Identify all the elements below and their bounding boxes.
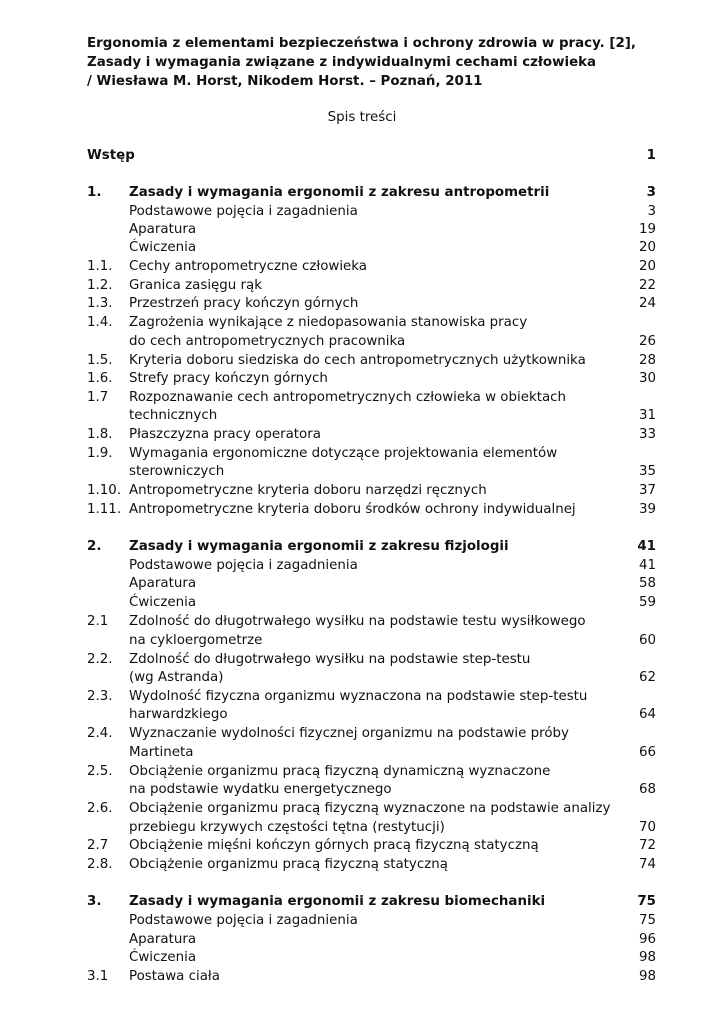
toc-entry-title: do cech antropometrycznych pracownika — [129, 334, 406, 349]
toc-entry — [0, 855, 724, 874]
toc-entry — [0, 967, 724, 986]
toc-entry-number: 1.4. — [87, 315, 113, 330]
toc-entry-page: 39 — [638, 502, 656, 517]
toc-entry — [0, 462, 724, 481]
toc-entry-number: 2.8. — [87, 857, 113, 872]
toc-entry-title: technicznych — [129, 408, 218, 423]
toc-entry-page: 60 — [638, 633, 656, 648]
header-line-2: Zasady i wymagania związane z indywidualnymi cechami człowieka — [87, 55, 597, 70]
toc-entry-number: 1.5. — [87, 353, 113, 368]
header-line-1: Ergonomia z elementami bezpieczeństwa i ochrony zdrowia w pracy. [2], — [87, 36, 637, 51]
toc-entry-title: przebiegu krzywych częstości tętna (restytucji) — [129, 820, 445, 835]
toc-entry-title: Martineta — [129, 745, 194, 760]
toc-entry — [0, 705, 724, 724]
toc-entry-title: na cykloergometrze — [129, 633, 263, 648]
toc-entry-title: Obciążenie organizmu pracą fizyczną statyczną — [129, 857, 448, 872]
toc-entry-number: 2.3. — [87, 689, 113, 704]
toc-entry — [0, 238, 724, 257]
toc-entry-title: Podstawowe pojęcia i zagadnienia — [129, 913, 358, 928]
toc-entry — [0, 276, 724, 295]
toc-entry-number: 2.1 — [87, 614, 109, 629]
toc-entry-page: 20 — [638, 259, 656, 274]
toc-entry-number: 2.7 — [87, 838, 109, 853]
toc-entry-number: 1.10. — [87, 483, 122, 498]
toc-entry-page: 75 — [637, 894, 656, 909]
toc-entry — [0, 425, 724, 444]
toc-entry — [0, 593, 724, 612]
toc-entry-page: 20 — [638, 240, 656, 255]
toc-entry — [0, 836, 724, 855]
toc-entry-title: na podstawie wydatku energetycznego — [129, 782, 392, 797]
toc-entry-page: 37 — [638, 483, 656, 498]
toc-entry — [0, 537, 724, 556]
toc-entry-page: 74 — [638, 857, 656, 872]
toc-entry-title: Aparatura — [129, 222, 197, 237]
toc-entry-title: Zasady i wymagania ergonomii z zakresu fizjologii — [129, 539, 509, 554]
toc-entry-page: 70 — [638, 820, 656, 835]
toc-entry-number: 2.6. — [87, 801, 113, 816]
toc-entry — [0, 332, 724, 351]
toc-entry-title: sterowniczych — [129, 464, 225, 479]
toc-entry-number: 2. — [87, 539, 102, 554]
toc-entry-title: Ćwiczenia — [129, 240, 197, 255]
toc-entry-title: harwardzkiego — [129, 707, 228, 722]
toc-entry-page: 22 — [638, 278, 656, 293]
toc-entry — [0, 146, 724, 165]
toc-entry-page: 3 — [647, 204, 656, 219]
toc-entry-title: Wyznaczanie wydolności fizycznej organizmu na podstawie próby — [129, 726, 569, 741]
toc-entry-page: 3 — [646, 185, 656, 200]
toc-entry-number: 1.9. — [87, 446, 113, 461]
toc-entry — [0, 948, 724, 967]
toc-entry — [0, 294, 724, 313]
toc-entry — [0, 911, 724, 930]
toc-entry-number: 1.1. — [87, 259, 113, 274]
toc-entry-title: Zasady i wymagania ergonomii z zakresu antropometrii — [129, 185, 550, 200]
header-line-3: / Wiesława M. Horst, Nikodem Horst. – Poznań, 2011 — [87, 74, 483, 89]
toc-entry-page: 96 — [638, 932, 656, 947]
toc-entry-title: Zdolność do długotrwałego wysiłku na podstawie step-testu — [129, 652, 531, 667]
toc-entry — [0, 444, 724, 463]
toc-entry — [0, 351, 724, 370]
toc-entry-title: (wg Astranda) — [129, 670, 224, 685]
toc-entry-title: Aparatura — [129, 576, 197, 591]
toc-entry — [0, 183, 724, 202]
toc-entry-title: Płaszczyzna pracy operatora — [129, 427, 321, 442]
toc-entry-number: 1.11. — [87, 502, 122, 517]
toc-entry-title: Obciążenie organizmu pracą fizyczną wyznaczone na podstawie analizy — [129, 801, 611, 816]
toc-entry-page: 59 — [638, 595, 656, 610]
toc-entry-title: Podstawowe pojęcia i zagadnienia — [129, 204, 358, 219]
toc-entry-page: 68 — [638, 782, 656, 797]
toc-entry-page: 62 — [638, 670, 656, 685]
toc-entry-page: 19 — [638, 222, 656, 237]
toc-entry — [0, 780, 724, 799]
toc-entry-title: Aparatura — [129, 932, 197, 947]
toc-entry-title: Podstawowe pojęcia i zagadnienia — [129, 558, 358, 573]
toc-entry-page: 98 — [638, 950, 656, 965]
toc-entry-page: 24 — [638, 296, 656, 311]
toc-entry — [0, 762, 724, 781]
toc-entry-number: 2.5. — [87, 764, 113, 779]
toc-entry — [0, 892, 724, 911]
toc-title: Spis treści — [327, 110, 397, 125]
toc-entry — [0, 481, 724, 500]
toc-entry-title: Obciążenie mięśni kończyn górnych pracą fizyczną statyczną — [129, 838, 539, 853]
toc-entry-number: 2.4. — [87, 726, 113, 741]
toc-entry — [0, 743, 724, 762]
toc-entry-title: Przestrzeń pracy kończyn górnych — [129, 296, 359, 311]
toc-entry-page: 26 — [638, 334, 656, 349]
toc-entry — [0, 799, 724, 818]
toc-entry-title: Ćwiczenia — [129, 595, 197, 610]
toc-entry — [0, 556, 724, 575]
toc-entry-page: 41 — [637, 539, 656, 554]
toc-entry-number: 1.8. — [87, 427, 113, 442]
toc-entry-page: 41 — [638, 558, 656, 573]
toc-entry — [0, 612, 724, 631]
toc-entry-page: 33 — [638, 427, 656, 442]
toc-entry-title: Zasady i wymagania ergonomii z zakresu biomechaniki — [129, 894, 546, 909]
toc-entry — [0, 650, 724, 669]
toc-entry-title: Postawa ciała — [129, 969, 220, 984]
toc-entry-title: Cechy antropometryczne człowieka — [129, 259, 368, 274]
toc-entry — [0, 500, 724, 519]
toc-entry — [0, 257, 724, 276]
toc-entry — [0, 202, 724, 221]
toc-entry-title: Ćwiczenia — [129, 950, 197, 965]
toc-entry-number: 1.7 — [87, 390, 109, 405]
toc-entry — [0, 930, 724, 949]
toc-entry-page: 58 — [638, 576, 656, 591]
toc-entry — [0, 687, 724, 706]
toc-entry — [0, 574, 724, 593]
toc-entry-title: Granica zasięgu rąk — [129, 278, 262, 293]
toc-entry-page: 75 — [638, 913, 656, 928]
toc-entry-page: 30 — [638, 371, 656, 386]
toc-entry-page: 31 — [638, 408, 656, 423]
toc-entry-title: Wymagania ergonomiczne dotyczące projektowania elementów — [129, 446, 558, 461]
toc-entry-title: Antropometryczne kryteria doboru narzędzi ręcznych — [129, 483, 487, 498]
toc-entry-number: 1. — [87, 185, 102, 200]
toc-entry-title: Wydolność fizyczna organizmu wyznaczona na podstawie step-testu — [129, 689, 588, 704]
toc-entry — [0, 388, 724, 407]
toc-entry — [0, 406, 724, 425]
toc-entry — [0, 631, 724, 650]
toc-entry — [0, 668, 724, 687]
toc-entry-title: Kryteria doboru siedziska do cech antropometrycznych użytkownika — [129, 353, 586, 368]
toc-entry-number: 3.1 — [87, 969, 109, 984]
toc-entry — [0, 818, 724, 837]
toc-entry — [0, 724, 724, 743]
toc-entry — [0, 313, 724, 332]
toc-entry-title: Strefy pracy kończyn górnych — [129, 371, 328, 386]
toc-entry-page: 35 — [638, 464, 656, 479]
toc-entry-number: Wstęp — [87, 148, 135, 163]
toc-entry-page: 66 — [638, 745, 656, 760]
toc-entry-title: Obciążenie organizmu pracą fizyczną dynamiczną wyznaczone — [129, 764, 551, 779]
toc-entry-number: 1.3. — [87, 296, 113, 311]
toc-entry-title: Antropometryczne kryteria doboru środków ochrony indywidualnej — [129, 502, 576, 517]
toc-entry-number: 2.2. — [87, 652, 113, 667]
toc-entry-number: 1.6. — [87, 371, 113, 386]
toc-entry-number: 3. — [87, 894, 102, 909]
toc-entry — [0, 220, 724, 239]
toc-entry-title: Rozpoznawanie cech antropometrycznych człowieka w obiektach — [129, 390, 567, 405]
toc-entry-title: Zdolność do długotrwałego wysiłku na podstawie testu wysiłkowego — [129, 614, 586, 629]
toc-entry-page: 98 — [638, 969, 656, 984]
toc-entry-page: 64 — [638, 707, 656, 722]
toc-entry — [0, 369, 724, 388]
toc-entry-title: Zagrożenia wynikające z niedopasowania stanowiska pracy — [129, 315, 528, 330]
toc-entry-page: 72 — [638, 838, 656, 853]
toc-entry-number: 1.2. — [87, 278, 113, 293]
toc-entry-page: 1 — [646, 148, 656, 163]
toc-entry-page: 28 — [638, 353, 656, 368]
